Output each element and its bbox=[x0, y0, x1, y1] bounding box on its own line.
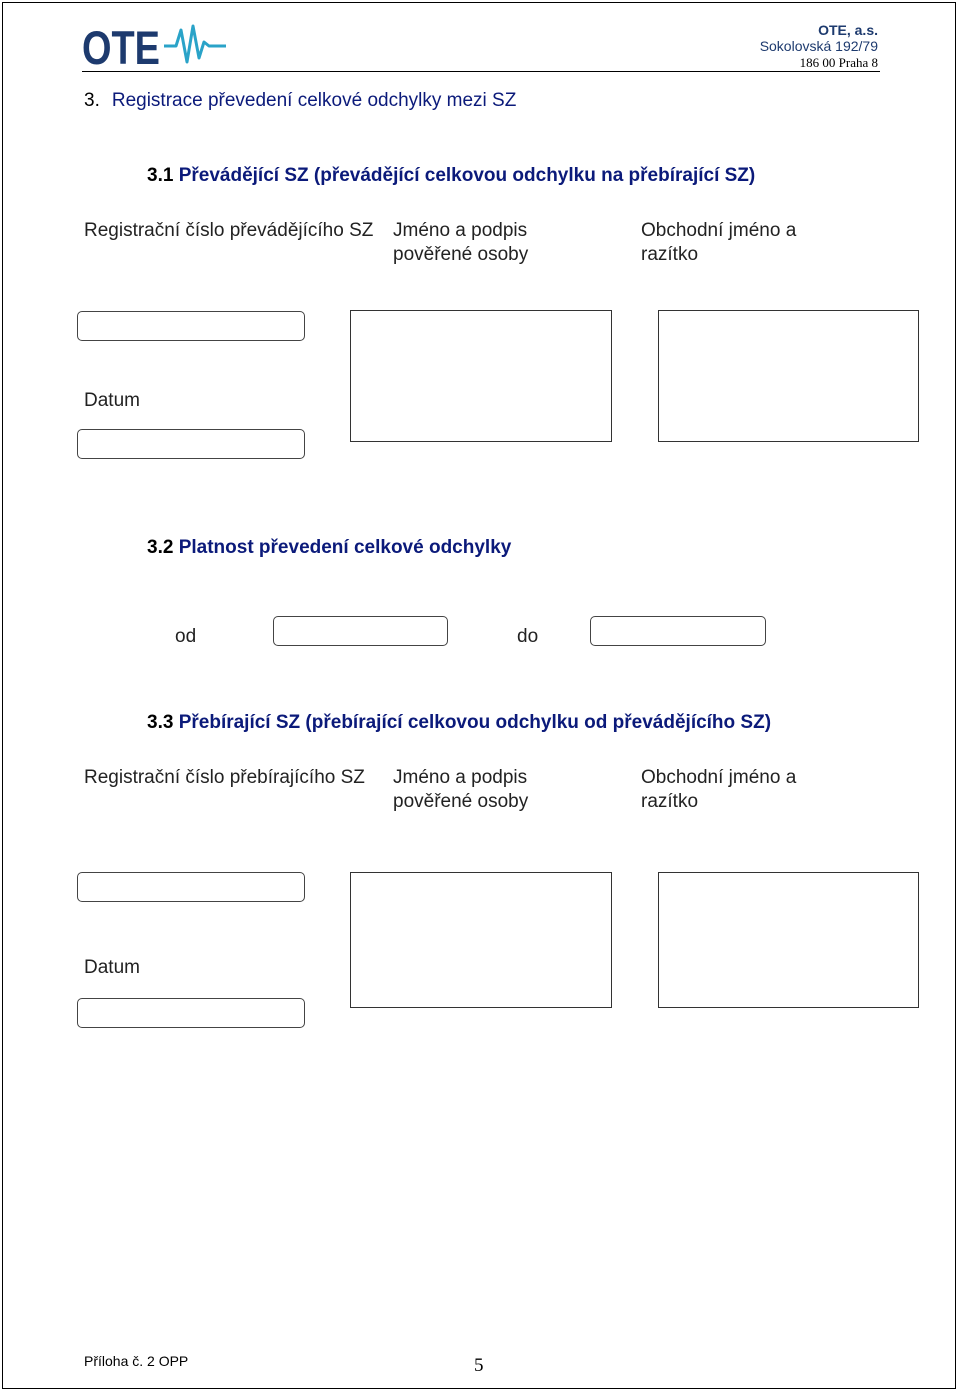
validity-from-label: od bbox=[175, 626, 197, 647]
subsection-3-2-text: Platnost převedení celkové odchylky bbox=[178, 537, 512, 558]
page-number: 5 bbox=[474, 1355, 484, 1376]
transferee-reg-number-field[interactable] bbox=[77, 872, 305, 902]
company-name: OTE, a.s. bbox=[818, 22, 878, 38]
transferor-reg-number-label: Registrační číslo převádějícího SZ bbox=[84, 220, 374, 241]
section-title-text: Registrace převedení celkové odchylky mezi SZ bbox=[111, 90, 517, 111]
subsection-3-3-number: 3.3 bbox=[147, 712, 174, 733]
transferor-signature-box[interactable] bbox=[350, 310, 612, 442]
validity-from-field[interactable] bbox=[273, 616, 448, 646]
transferee-signature-label: Jméno a podpis pověřené osoby bbox=[393, 767, 529, 812]
transferee-reg-number-label: Registrační číslo přebírajícího SZ bbox=[84, 767, 365, 788]
header-rule bbox=[82, 71, 880, 72]
subsection-3-1-number: 3.1 bbox=[147, 165, 174, 186]
transferor-date-label: Datum bbox=[84, 390, 140, 411]
transferee-stamp-label: Obchodní jméno a razítko bbox=[641, 767, 797, 812]
subsection-3-3-title bbox=[147, 712, 771, 734]
logo-wave-icon bbox=[164, 26, 226, 62]
transferor-reg-number-field[interactable] bbox=[77, 311, 305, 341]
logo-text: OTE bbox=[82, 21, 160, 70]
validity-to-field[interactable] bbox=[590, 616, 766, 646]
footer-attachment: Příloha č. 2 OPP bbox=[84, 1353, 189, 1369]
section-number: 3. bbox=[84, 90, 100, 111]
transferee-stamp-box[interactable] bbox=[658, 872, 919, 1008]
page-border bbox=[2, 2, 956, 1389]
validity-to-label: do bbox=[517, 626, 539, 647]
subsection-3-3-text: Přebírající SZ (přebírající celkovou odchylku od převádějícího SZ) bbox=[178, 712, 772, 733]
transferee-date-field[interactable] bbox=[77, 998, 305, 1028]
transferor-signature-label: Jméno a podpis pověřené osoby bbox=[393, 220, 529, 265]
subsection-3-2-number: 3.2 bbox=[147, 537, 174, 558]
transferor-stamp-label: Obchodní jméno a razítko bbox=[641, 220, 797, 265]
ote-logo bbox=[82, 20, 228, 70]
company-street: Sokolovská 192/79 bbox=[759, 38, 878, 54]
transferee-signature-box[interactable] bbox=[350, 872, 612, 1008]
transferor-date-field[interactable] bbox=[77, 429, 305, 459]
section-title bbox=[84, 90, 516, 112]
subsection-3-1-text: Převádějící SZ (převádějící celkovou odchylku na přebírající SZ) bbox=[178, 165, 756, 186]
subsection-3-2-title bbox=[147, 537, 511, 559]
company-city: 186 00 Praha 8 bbox=[799, 55, 878, 70]
subsection-3-1-title bbox=[147, 165, 755, 187]
transferee-date-label: Datum bbox=[84, 957, 140, 978]
transferor-stamp-box[interactable] bbox=[658, 310, 919, 442]
